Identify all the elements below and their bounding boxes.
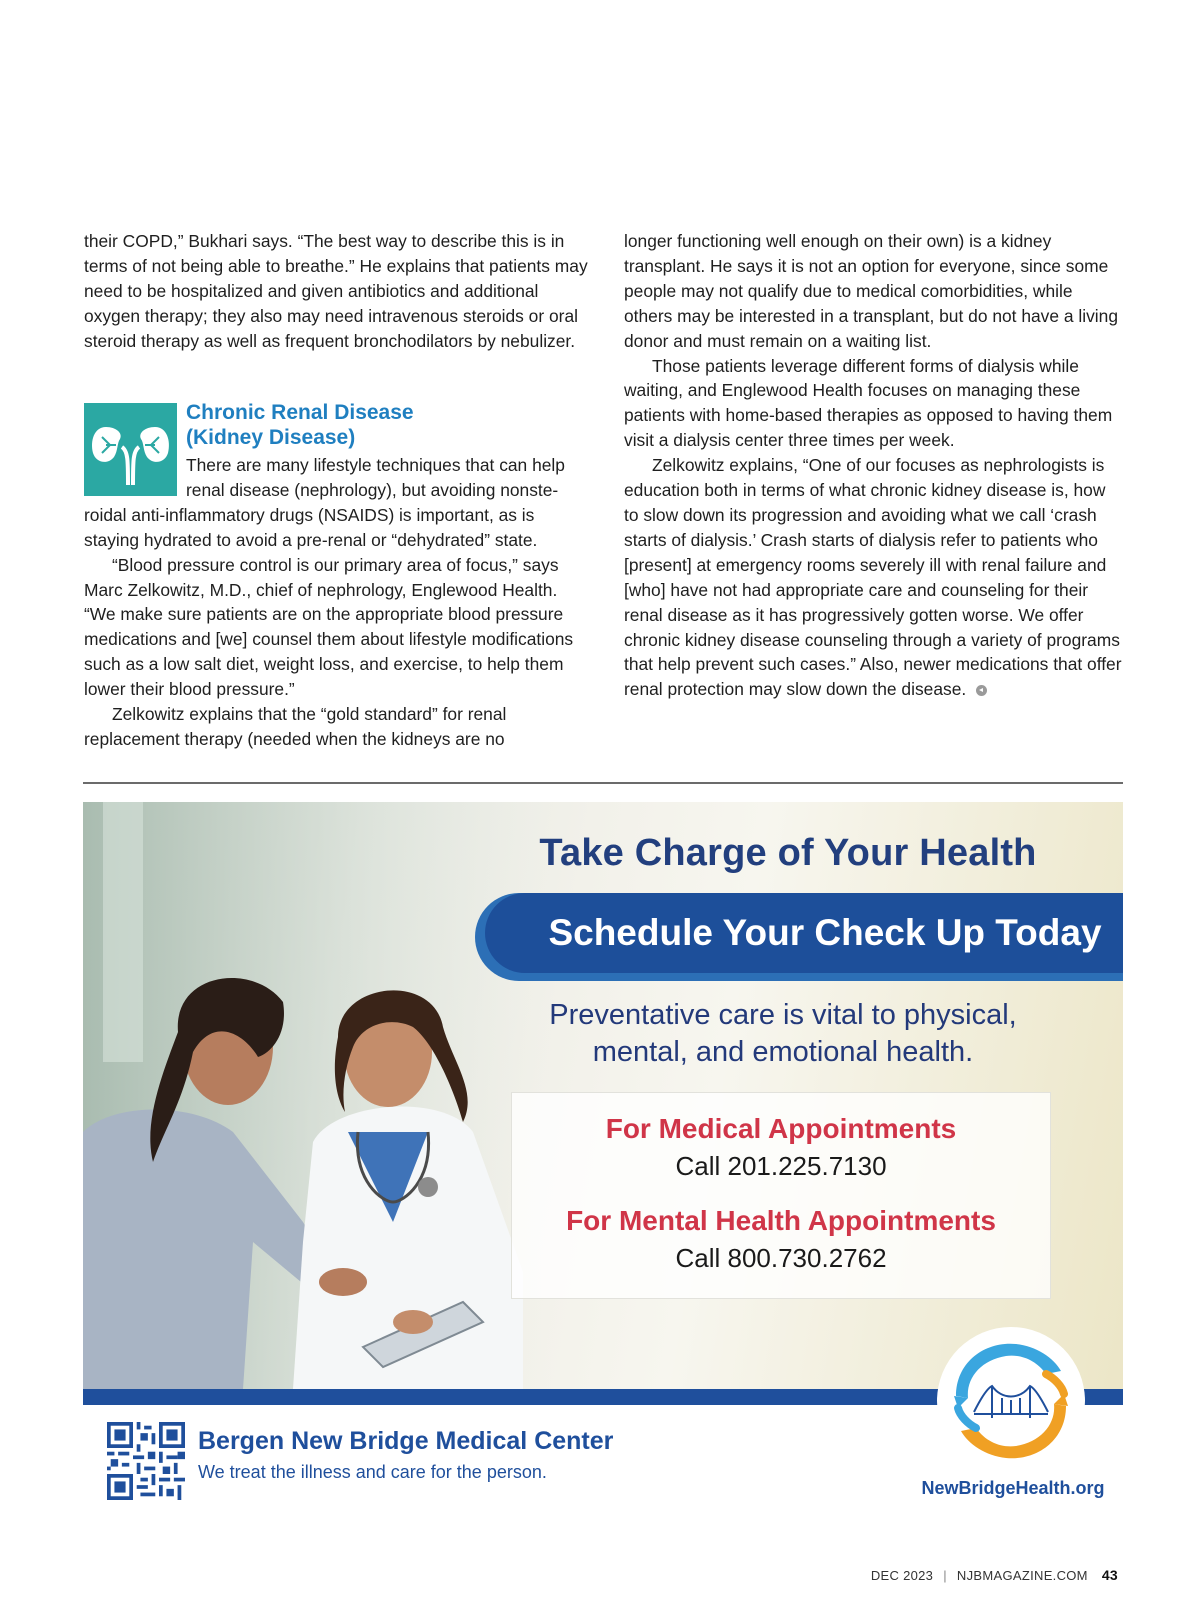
section-heading-line: (Kidney Disease) — [186, 426, 356, 449]
section-heading — [186, 400, 414, 450]
article-paragraph-text: Zelkowitz explains, “One of our focuses as nephrologists is education both in terms of what chronic kidney disease is, how to slow down its progression and avoiding what we call ‘crash starts of dialysis.’ Crash starts of dialysis refer to patients who [present] at emergency rooms severely ill with renal failure and [who] have not had appropriate care and counseling for their renal disease as it has progressively gotten worse. We offer chronic kidney disease counseling through a variety of programs that help prevent such cases.” Also, newer medications that offer renal protection may slow down the disease. — [624, 455, 1122, 700]
section-divider — [83, 782, 1123, 784]
new-bridge-hands-logo-icon — [936, 1326, 1086, 1476]
article-paragraph: “Blood pressure control is our primary area of focus,” says Marc Zelkowitz, M.D., chief of nephrology, Englewood Health. “We make sure patients are on the appropriate blood pressure medications and [we] counsel them about lifestyle modifications such as a low salt diet, weight loss, and exercise, to help them lower their blood pressure.” — [84, 554, 574, 700]
article-line: There are many lifestyle techniques that can help — [186, 455, 565, 475]
left-column — [84, 229, 588, 354]
doctor-patient-photo — [83, 802, 553, 1389]
magazine-site: NJBMAGAZINE.COM — [956, 1568, 1088, 1583]
qr-code-icon[interactable] — [107, 1422, 185, 1500]
advertisement[interactable] — [83, 802, 1123, 1389]
ad-headline: Take Charge of Your Health — [539, 832, 1037, 874]
medical-appointments-label: For Medical Appointments — [605, 1113, 957, 1144]
article-paragraph — [624, 453, 1124, 702]
medical-phone[interactable]: Call 201.225.7130 — [675, 1151, 887, 1181]
article-paragraph: roidal anti-inflammatory drugs (NSAIDS) is important, as is staying hydrated to avoid a pre-renal or “dehydrated” state. — [84, 504, 538, 550]
article-line: renal disease (nephrology), but avoiding nonste- — [186, 479, 559, 500]
article-paragraph: longer functioning well enough on their own) is a kidney transplant. He says it is not an option for everyone, since some people may not qualify due to medical comorbidities, while others may be interested in a transplant, but do not have a living donor and must remain on a waiting list. — [624, 231, 1119, 351]
appointment-card — [511, 1092, 1051, 1299]
mental-health-appointments-label: For Mental Health Appointments — [566, 1205, 996, 1236]
end-mark-icon — [976, 685, 987, 696]
page-number: 43 — [1101, 1567, 1118, 1583]
organization-name: Bergen New Bridge Medical Center — [198, 1427, 614, 1455]
schedule-banner[interactable]: Schedule Your Check Up Today — [485, 893, 1123, 973]
organization-tagline: We treat the illness and care for the person. — [198, 1462, 547, 1482]
ad-subheadline — [503, 997, 1063, 1071]
footer-separator: | — [943, 1568, 947, 1583]
ad-subheadline-line: Preventative care is vital to physical, — [549, 999, 1017, 1031]
website-link[interactable]: NewBridgeHealth.org — [921, 1478, 1105, 1498]
section-heading-line: Chronic Renal Disease — [186, 401, 414, 424]
kidney-section-text — [84, 453, 588, 752]
mental-health-phone[interactable]: Call 800.730.2762 — [675, 1243, 887, 1273]
issue-date: DEC 2023 — [870, 1568, 934, 1583]
article-paragraph: Zelkowitz explains that the “gold standard” for renal replacement therapy (needed when the kidneys are no — [84, 704, 507, 749]
article-paragraph: their COPD,” Bukhari says. “The best way to describe this is in terms of not being able to breathe.” He explains that patients may need to be hospitalized and given antibiotics and additional oxygen therapy; they also may need intravenous steroids or oral steroid therapy as well as frequent bronchodilators by nebulizer. — [84, 231, 588, 351]
article-paragraph: Those patients leverage different forms of dialysis while waiting, and Englewood Health focuses on managing these patients with home-based therapies as opposed to having them visit a dialysis center three times per week. — [624, 355, 1113, 451]
page-footer — [871, 1567, 1118, 1583]
ad-subheadline-line: mental, and emotional health. — [592, 1036, 974, 1068]
right-column — [624, 229, 1124, 702]
